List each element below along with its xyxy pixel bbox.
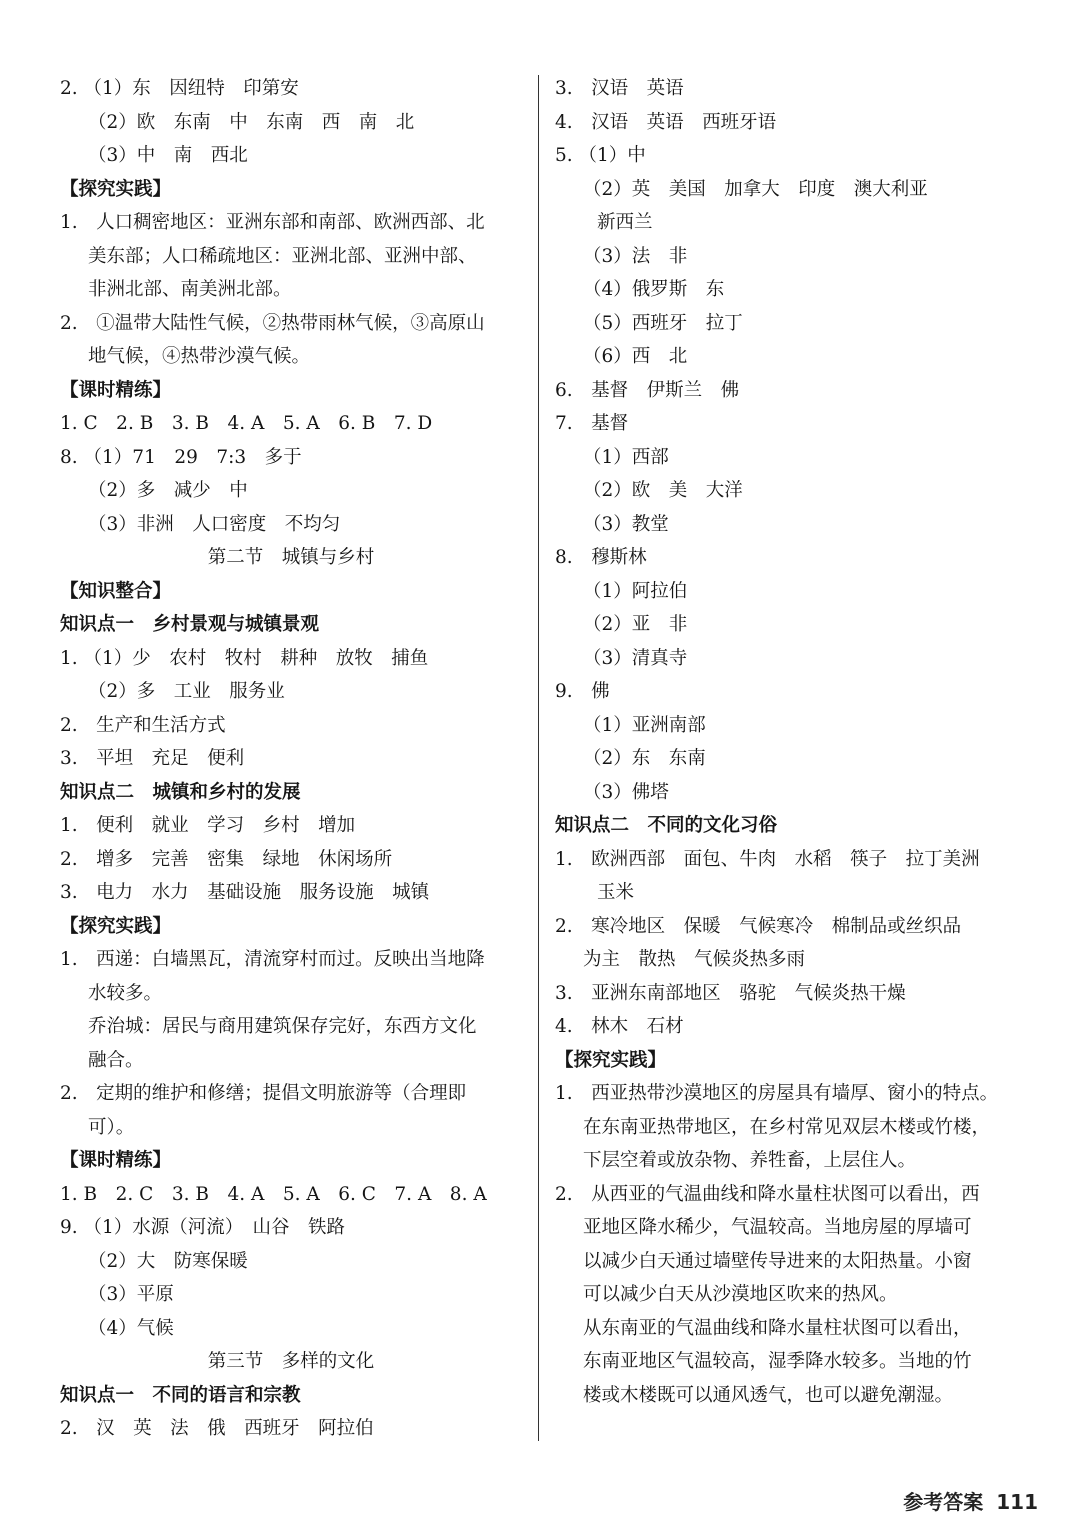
answer-line: 新西兰 bbox=[597, 212, 653, 233]
answer-line: 东南亚地区气温较高，湿季降水较多。当地的竹 bbox=[583, 1351, 972, 1372]
answer-line: 2. 汉 英 法 俄 西班牙 阿拉伯 bbox=[60, 1418, 374, 1439]
answer-line: （4）俄罗斯 东 bbox=[583, 279, 725, 300]
answer-line: 8. （1）71 29 7:3 多于 bbox=[60, 446, 302, 468]
answer-line: 乔治城：居民与商用建筑保存完好，东西方文化 bbox=[88, 1016, 477, 1037]
answer-line: 2. 定期的维护和修缮；提倡文明旅游等（合理即 bbox=[60, 1083, 467, 1104]
left-column bbox=[60, 72, 522, 1446]
answer-line: 地气候，④热带沙漠气候。 bbox=[88, 346, 311, 367]
answer-line: （2）欧 东南 中 东南 西 南 北 bbox=[88, 111, 415, 133]
answer-line: 8. 穆斯林 bbox=[555, 547, 647, 568]
answer-line: 水较多。 bbox=[88, 982, 163, 1004]
answer-line: 2. 增多 完善 密集 绿地 休闲场所 bbox=[60, 848, 393, 870]
answer-line: 下层空着或放杂物、养牲畜，上层住人。 bbox=[583, 1150, 917, 1171]
answer-line: 1. 便利 就业 学习 乡村 增加 bbox=[60, 815, 356, 836]
answer-line: （4）气候 bbox=[88, 1317, 174, 1339]
answer-line: （3）佛塔 bbox=[583, 781, 669, 803]
answer-line: 在东南亚热带地区，在乡村常见双层木楼或竹楼， bbox=[583, 1116, 991, 1138]
answer-line: 5. （1）中 bbox=[555, 145, 646, 166]
answer-line: 1. 西递：白墙黑瓦，清流穿村而过。反映出当地降 bbox=[60, 949, 485, 970]
answer-line: 3. 电力 水力 基础设施 服务设施 城镇 bbox=[60, 882, 430, 903]
section-heading: 知识点一 乡村景观与城镇景观 bbox=[60, 614, 320, 635]
section-heading: 知识点二 城镇和乡村的发展 bbox=[60, 781, 301, 803]
answer-line: 2. 从西亚的气温曲线和降水量柱状图可以看出，西 bbox=[555, 1183, 980, 1205]
answer-line: 从东南亚的气温曲线和降水量柱状图可以看出， bbox=[583, 1317, 972, 1339]
answer-line: （1）阿拉伯 bbox=[583, 580, 688, 602]
answer-line: 美东部；人口稀疏地区：亚洲北部、亚洲中部、 bbox=[88, 245, 477, 267]
answer-line: （6）西 北 bbox=[583, 346, 688, 367]
answer-line: 可）。 bbox=[88, 1116, 135, 1138]
section-heading: 知识点二 不同的文化习俗 bbox=[555, 815, 778, 836]
answer-line: 9. （1）水源（河流） 山谷 铁路 bbox=[60, 1217, 346, 1238]
answer-line: 为主 散热 气候炎热多雨 bbox=[583, 949, 806, 970]
answer-line: （2）欧 美 大洋 bbox=[583, 480, 743, 501]
answer-line: 2. ①温带大陆性气候，②热带雨林气候，③高原山 bbox=[60, 312, 485, 334]
section-heading: 【探究实践】 bbox=[555, 1049, 667, 1071]
answer-line: 3. 汉语 英语 bbox=[555, 78, 684, 99]
answer-line: 1. （1）少 农村 牧村 耕种 放牧 捕鱼 bbox=[60, 647, 429, 669]
answer-line: 1. 欧洲西部 面包、牛肉 水稻 筷子 拉丁美洲 bbox=[555, 848, 980, 870]
answer-line: （1）亚洲南部 bbox=[583, 714, 706, 736]
answer-line: 楼或木楼既可以通风透气，也可以避免潮湿。 bbox=[583, 1384, 954, 1406]
answer-line: （1）西部 bbox=[583, 446, 669, 468]
answer-line: 3. 亚洲东南部地区 骆驼 气候炎热干燥 bbox=[555, 982, 906, 1004]
answer-line: 非洲北部、南美洲北部。 bbox=[88, 279, 292, 300]
answer-line: 1. 西亚热带沙漠地区的房屋具有墙厚、窗小的特点。 bbox=[555, 1083, 999, 1104]
page-footer bbox=[903, 1486, 1038, 1515]
page-number: 111 bbox=[996, 1490, 1038, 1514]
footer-label: 参考答案 bbox=[903, 1490, 984, 1514]
answer-line: 2. （1）东 因纽特 印第安 bbox=[60, 78, 299, 99]
answer-line: 可以减少白天从沙漠地区吹来的热风。 bbox=[583, 1284, 898, 1305]
answer-line: 亚地区降水稀少，气温较高。当地房屋的厚墙可 bbox=[583, 1217, 972, 1238]
answer-line: 3. 平坦 充足 便利 bbox=[60, 748, 245, 769]
answer-line: 9. 佛 bbox=[555, 681, 610, 702]
answer-line: （3）教堂 bbox=[583, 513, 669, 535]
answer-line: 1. B 2. C 3. B 4. A 5. A 6. C 7. A 8. A bbox=[60, 1183, 487, 1205]
answer-line: 4. 汉语 英语 西班牙语 bbox=[555, 111, 777, 133]
section-heading: 【探究实践】 bbox=[60, 178, 172, 200]
answer-line: （2）多 工业 服务业 bbox=[88, 681, 285, 702]
answer-line: （2）亚 非 bbox=[583, 614, 688, 635]
answer-line: （3）平原 bbox=[88, 1284, 174, 1305]
answer-line: 玉米 bbox=[597, 882, 635, 903]
answer-line: （2）东 东南 bbox=[583, 748, 706, 769]
section-heading: 【课时精练】 bbox=[60, 379, 172, 401]
answer-line: （3）法 非 bbox=[583, 245, 688, 267]
section-title: 第二节 城镇与乡村 bbox=[207, 547, 375, 568]
answer-line: 1. 人口稠密地区：亚洲东部和南部、欧洲西部、北 bbox=[60, 212, 485, 233]
answer-line: （2）多 减少 中 bbox=[88, 480, 248, 501]
answer-line: 6. 基督 伊斯兰 佛 bbox=[555, 379, 740, 401]
answer-line: 4. 林木 石材 bbox=[555, 1016, 684, 1037]
answer-line: 以减少白天通过墙壁传导进来的太阳热量。小窗 bbox=[583, 1250, 972, 1272]
right-column bbox=[555, 72, 1015, 1412]
section-heading: 知识点一 不同的语言和宗教 bbox=[60, 1384, 301, 1406]
answer-line: 2. 寒冷地区 保暖 气候寒冷 棉制品或丝织品 bbox=[555, 915, 962, 937]
answer-line: （2）英 美国 加拿大 印度 澳大利亚 bbox=[583, 178, 928, 200]
answer-line: 7. 基督 bbox=[555, 413, 629, 434]
answer-line: （3）非洲 人口密度 不均匀 bbox=[88, 513, 341, 535]
section-heading: 【探究实践】 bbox=[60, 915, 172, 937]
answer-line: （3）中 南 西北 bbox=[88, 145, 248, 166]
answer-line: （5）西班牙 拉丁 bbox=[583, 312, 743, 334]
answer-line: 2. 生产和生活方式 bbox=[60, 714, 226, 736]
section-title: 第三节 多样的文化 bbox=[207, 1351, 375, 1372]
answer-line: （2）大 防寒保暖 bbox=[88, 1250, 248, 1272]
answer-line: （3）清真寺 bbox=[583, 647, 688, 669]
answer-line: 1. C 2. B 3. B 4. A 5. A 6. B 7. D bbox=[60, 413, 433, 434]
section-heading: 【知识整合】 bbox=[60, 580, 172, 602]
section-heading: 【课时精练】 bbox=[60, 1150, 172, 1171]
column-divider bbox=[538, 75, 539, 1441]
answer-line: 融合。 bbox=[88, 1049, 144, 1071]
